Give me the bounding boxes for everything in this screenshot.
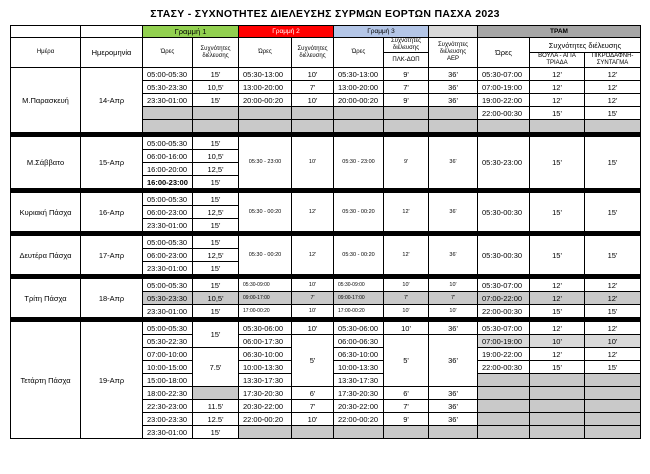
freq-cell: 12' — [530, 68, 585, 81]
time-cell: 19:00-22:00 — [478, 348, 530, 361]
time-cell: 16:00-20:00 — [143, 163, 193, 176]
freq-cell: 12' — [530, 292, 585, 305]
freq-cell: 15' — [585, 236, 641, 275]
freq-cell: 12,5' — [193, 163, 239, 176]
date-cell: 16-Απρ — [81, 193, 143, 232]
line1-header: Γραμμή 1 — [143, 26, 239, 38]
freq-cell: 12,5' — [193, 206, 239, 219]
l2-freq-header: Συχνότητες διέλευσης — [292, 38, 334, 68]
freq-cell: 10' — [530, 335, 585, 348]
freq-cell: 12' — [530, 279, 585, 292]
freq-cell: 15' — [530, 137, 585, 189]
freq-cell: 36' — [429, 193, 478, 232]
date-cell: 17-Απρ — [81, 236, 143, 275]
time-cell: 23:30-01:00 — [143, 219, 193, 232]
freq-cell: 7' — [292, 400, 334, 413]
l1-hours-header: Ώρες — [143, 38, 193, 68]
line3-header: Γραμμή 3 — [334, 26, 429, 38]
freq-cell: 12' — [585, 68, 641, 81]
freq-cell: 10' — [292, 279, 334, 292]
day-col-header: Ημέρα — [11, 38, 81, 68]
time-cell: 17:00-00:20 — [334, 305, 384, 318]
freq-cell: 15' — [585, 305, 641, 318]
time-cell: 06:00-23:00 — [143, 206, 193, 219]
time-cell: 15:00-18:00 — [143, 374, 193, 387]
freq-cell: 15' — [585, 137, 641, 189]
freq-cell: 15' — [530, 107, 585, 120]
time-cell: 05:00-05:30 — [143, 322, 193, 335]
freq-cell: 11.5' — [193, 400, 239, 413]
freq-cell: 15' — [530, 361, 585, 374]
time-cell: 23:00-23:30 — [143, 413, 193, 426]
time-cell: 23:30-01:00 — [143, 305, 193, 318]
time-cell: 20:30-22:00 — [334, 400, 384, 413]
freq-cell: 12' — [292, 193, 334, 232]
time-cell: 17:30-20:30 — [334, 387, 384, 400]
time-cell: 20:00-00:20 — [334, 94, 384, 107]
l2-hours-header: Ώρες — [239, 38, 292, 68]
freq-cell: 7' — [292, 292, 334, 305]
time-cell: 20:30-22:00 — [239, 400, 292, 413]
time-cell: 07:00-10:00 — [143, 348, 193, 361]
time-cell: 05:30 - 00:20 — [239, 236, 292, 275]
time-cell: 23:30-01:00 — [143, 94, 193, 107]
freq-cell: 12' — [585, 279, 641, 292]
freq-cell: 36' — [429, 400, 478, 413]
time-cell: 05:30 - 00:20 — [239, 193, 292, 232]
time-cell: 13:30-17:30 — [334, 374, 384, 387]
time-cell: 13:00-20:00 — [239, 81, 292, 94]
day-cell: Δευτέρα Πάσχα — [11, 236, 81, 275]
freq-cell: 12' — [585, 322, 641, 335]
line2-header: Γραμμή 2 — [239, 26, 334, 38]
freq-cell: 15' — [193, 322, 239, 348]
freq-cell: 9' — [384, 94, 429, 107]
voula-header: ΒΟΥΛΑ - ΑΓΙΑ ΤΡΙΑΔΑ — [530, 53, 585, 68]
day-cell: Κυριακή Πάσχα — [11, 193, 81, 232]
freq-cell: 36' — [429, 413, 478, 426]
time-cell: 23:30-01:00 — [143, 426, 193, 439]
freq-cell: 6' — [384, 387, 429, 400]
aer-freq-header — [429, 38, 478, 68]
day-cell: Τετάρτη Πάσχα — [11, 322, 81, 439]
table-row — [11, 322, 641, 335]
freq-cell: 15' — [585, 361, 641, 374]
freq-cell: 36' — [429, 236, 478, 275]
time-cell: 22:00-00:20 — [334, 413, 384, 426]
time-cell: 06:00-16:00 — [143, 150, 193, 163]
freq-cell: 15' — [193, 279, 239, 292]
freq-cell: 12' — [384, 193, 429, 232]
freq-cell: 15' — [530, 193, 585, 232]
freq-cell: 10' — [292, 305, 334, 318]
freq-cell: 7' — [384, 400, 429, 413]
time-cell: 07:00-22:00 — [478, 292, 530, 305]
page-title: ΣΤΑΣΥ - ΣΥΧΝΟΤΗΤΕΣ ΔΙΕΛΕΥΣΗΣ ΣΥΡΜΩΝ ΕΟΡΤΩΝ ΠΑΣΧΑ 2023 — [150, 8, 500, 20]
tram-freq-header: Συχνότητες διέλευσης — [530, 38, 641, 53]
l3-hours-header: Ώρες — [334, 38, 384, 68]
freq-cell: 15' — [193, 305, 239, 318]
time-cell: 23:30-01:00 — [143, 262, 193, 275]
time-cell: 07:00-19:00 — [478, 81, 530, 94]
freq-cell: 12' — [585, 94, 641, 107]
date-cell: 14-Απρ — [81, 68, 143, 133]
freq-cell: 36' — [429, 68, 478, 81]
time-cell: 17:00-00:20 — [239, 305, 292, 318]
freq-cell: 12' — [585, 348, 641, 361]
time-cell: 05:30-13:00 — [334, 68, 384, 81]
time-cell: 10:00-13:30 — [334, 361, 384, 374]
freq-cell: 9' — [384, 413, 429, 426]
freq-cell: 15' — [530, 305, 585, 318]
time-cell: 05:30-22:30 — [143, 335, 193, 348]
freq-cell: 7' — [384, 81, 429, 94]
freq-cell: 10' — [292, 137, 334, 189]
time-cell: 20:00-00:20 — [239, 94, 292, 107]
time-cell: 06:00-17:30 — [239, 335, 292, 348]
freq-cell: 5' — [292, 335, 334, 387]
pl-dop-header: ΠΛΚ-ΔΟΠ — [384, 53, 429, 68]
table-row — [11, 236, 641, 249]
freq-cell: 15' — [585, 107, 641, 120]
tram-header: ΤΡΑΜ — [478, 26, 641, 38]
time-cell: 07:00-19:00 — [478, 335, 530, 348]
day-cell: Μ.Παρασκευή — [11, 68, 81, 133]
freq-cell: 12' — [530, 348, 585, 361]
freq-cell: 10,5' — [193, 150, 239, 163]
freq-cell: 36' — [429, 335, 478, 387]
time-cell: 05:30 - 23:00 — [239, 137, 292, 189]
freq-cell: 7' — [384, 292, 429, 305]
freq-cell: 10' — [384, 305, 429, 318]
freq-cell: 12' — [585, 292, 641, 305]
freq-cell: 10' — [429, 305, 478, 318]
schedule-table — [10, 25, 641, 439]
freq-cell: 9' — [384, 68, 429, 81]
time-cell: 05:30-23:30 — [143, 292, 193, 305]
date-cell: 19-Απρ — [81, 322, 143, 439]
time-cell: 17:30-20:30 — [239, 387, 292, 400]
freq-cell: 12' — [292, 236, 334, 275]
time-cell: 13:00-20:00 — [334, 81, 384, 94]
freq-cell: 10' — [292, 94, 334, 107]
freq-cell: 12' — [530, 94, 585, 107]
time-cell: 05:30-09:00 — [239, 279, 292, 292]
freq-cell: 15' — [193, 193, 239, 206]
time-cell: 05:00-05:30 — [143, 68, 193, 81]
time-cell: 05:30-13:00 — [239, 68, 292, 81]
time-cell: 05:00-05:30 — [143, 137, 193, 150]
freq-cell: 10' — [429, 279, 478, 292]
time-cell: 22:30-23:00 — [143, 400, 193, 413]
table-row — [11, 193, 641, 206]
l1-freq-header: Συχνότητες διέλευσης — [193, 38, 239, 68]
time-cell: 05:30-07:00 — [478, 322, 530, 335]
time-cell: 05:30-07:00 — [478, 279, 530, 292]
time-cell: 22:00-00:30 — [478, 305, 530, 318]
freq-cell: 10' — [585, 335, 641, 348]
freq-cell: 15' — [193, 219, 239, 232]
time-cell: 16:00-23:00 — [143, 176, 193, 189]
time-cell: 05:00-05:30 — [143, 236, 193, 249]
time-cell: 06:30-10:00 — [334, 348, 384, 361]
time-cell: 22:00-00:30 — [478, 107, 530, 120]
time-cell: 05:30-06:00 — [239, 322, 292, 335]
freq-cell: 7' — [429, 292, 478, 305]
freq-cell: 15' — [193, 176, 239, 189]
freq-cell: 12' — [585, 81, 641, 94]
tram-hours-header: Ώρες — [478, 38, 530, 68]
time-cell: 05:30-06:00 — [334, 322, 384, 335]
table-row — [11, 68, 641, 81]
time-cell: 05:30-09:00 — [334, 279, 384, 292]
time-cell: 22:00-00:20 — [239, 413, 292, 426]
freq-cell: 9' — [384, 137, 429, 189]
freq-cell: 7' — [292, 81, 334, 94]
time-cell: 05:30-23:00 — [478, 137, 530, 189]
freq-cell: 12,5' — [193, 249, 239, 262]
time-cell: 19:00-22:00 — [478, 94, 530, 107]
table-row — [11, 137, 641, 150]
freq-cell: 36' — [429, 137, 478, 189]
header-row-columns — [11, 38, 641, 53]
freq-cell: 7.5' — [193, 348, 239, 387]
freq-cell: 12' — [530, 322, 585, 335]
freq-cell: 15' — [530, 236, 585, 275]
time-cell: 06:00-06:30 — [334, 335, 384, 348]
freq-cell: 15' — [193, 68, 239, 81]
freq-cell: 12' — [384, 236, 429, 275]
pikrodafni-header: ΠΙΚΡΟΔΑΦΝΗ-ΣΥΝΤΑΓΜΑ — [585, 53, 641, 68]
freq-cell: 10' — [292, 68, 334, 81]
freq-cell: 15' — [193, 236, 239, 249]
freq-cell: 36' — [429, 387, 478, 400]
date-col-header: Ημερομηνία — [81, 38, 143, 68]
time-cell: 06:00-23:00 — [143, 249, 193, 262]
time-cell: 09:00-17:00 — [334, 292, 384, 305]
date-cell: 18-Απρ — [81, 279, 143, 318]
freq-cell: 10,5' — [193, 81, 239, 94]
table-row — [11, 279, 641, 292]
l3-freq-header: Συχνότητες διέλευσης — [384, 38, 429, 53]
time-cell: 13:30-17:30 — [239, 374, 292, 387]
freq-cell: 10' — [384, 322, 429, 335]
freq-cell: 15' — [193, 262, 239, 275]
date-cell: 15-Απρ — [81, 137, 143, 189]
freq-cell: 12.5' — [193, 413, 239, 426]
freq-cell: 12' — [530, 81, 585, 94]
time-cell: 05:30-00:30 — [478, 193, 530, 232]
aer-label: ΑΕΡ — [446, 56, 459, 62]
time-cell: 09:00-17:00 — [239, 292, 292, 305]
time-cell: 10:00-15:00 — [143, 361, 193, 374]
time-cell: 06:30-10:00 — [239, 348, 292, 361]
time-cell: 05:30-23:30 — [143, 81, 193, 94]
time-cell: 10:00-13:30 — [239, 361, 292, 374]
time-cell: 05:30 - 00:20 — [334, 193, 384, 232]
freq-cell: 6' — [292, 387, 334, 400]
day-cell: Τρίτη Πάσχα — [11, 279, 81, 318]
time-cell: 05:30-00:30 — [478, 236, 530, 275]
day-cell: Μ.Σάββατο — [11, 137, 81, 189]
freq-cell: 10' — [292, 413, 334, 426]
freq-cell: 10' — [384, 279, 429, 292]
freq-cell: 15' — [193, 94, 239, 107]
freq-cell: 5' — [384, 335, 429, 387]
time-cell: 05:00-05:30 — [143, 279, 193, 292]
time-cell: 05:30-07:00 — [478, 68, 530, 81]
aer-freq-text: Συχνότητες διέλευσης — [437, 42, 469, 55]
freq-cell: 36' — [429, 81, 478, 94]
header-row-lines — [11, 26, 641, 38]
freq-cell: 15' — [193, 426, 239, 439]
time-cell: 05:00-05:30 — [143, 193, 193, 206]
time-cell: 18:00-22:30 — [143, 387, 193, 400]
time-cell: 05:30 - 00:20 — [334, 236, 384, 275]
freq-cell: 10' — [292, 322, 334, 335]
freq-cell: 10,5' — [193, 292, 239, 305]
time-cell: 05:30 - 23:00 — [334, 137, 384, 189]
freq-cell: 15' — [193, 137, 239, 150]
freq-cell: 15' — [585, 193, 641, 232]
time-cell: 22:00-00:30 — [478, 361, 530, 374]
freq-cell: 36' — [429, 94, 478, 107]
freq-cell: 36' — [429, 322, 478, 335]
